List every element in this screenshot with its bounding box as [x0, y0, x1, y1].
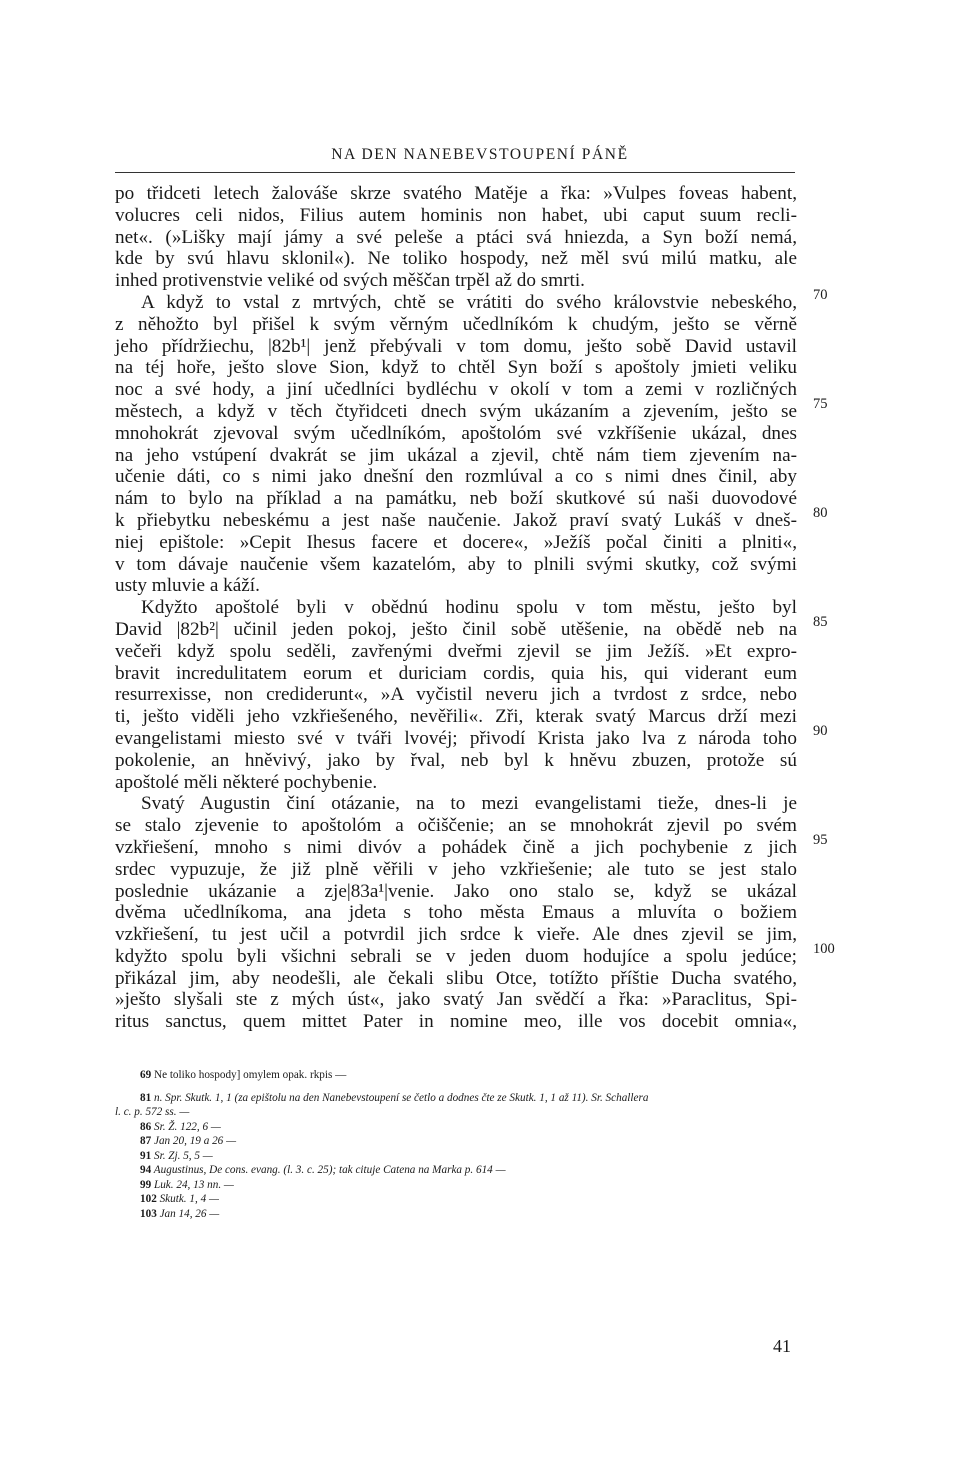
text-line: na téj hoře, ješto slove Sion, když to chtěl Syn boží s apoštoly jmieti veliku [115, 357, 797, 379]
text-line: k přiebytku nebeskému a jest naše naučenie. Jakož praví svatý Lukáš v dneš- [115, 509, 797, 531]
text-line: se stalo zjevenie to apoštolóm a očiščenie; an se mnohokrát zjevil po svém [115, 815, 797, 837]
footnote-text: Ne toliko hospody] omylem opak. rkpis — [153, 1069, 347, 1081]
text-line: poslednie ukázanie a zje|83a¹|venie. Jako ono stalo se, když se ukázal [115, 880, 797, 902]
text-line: vzkřiešení, tu jest učil a potvrdil jich srdce k vieře. Ale dnes zjevil se jim, [115, 924, 797, 946]
text-line: Kdyžto apoštolé byli v obědnú hodinu spolu v tom městu, ješto byl [141, 597, 797, 619]
text-line: v tom dávaje naučenie všem kazatelóm, aby to plnili svými skutky, což svými [115, 553, 797, 575]
text-line: Svatý Augustin činí otázanie, na to mezi evangelistami tieže, dnes-li je [141, 793, 797, 815]
footnote-number: 91 [140, 1149, 152, 1162]
footnote [115, 1149, 797, 1164]
running-header: NA DEN NANEBEVSTOUPENÍ PÁNĚ [331, 146, 629, 163]
line-number: 100 [813, 941, 835, 957]
footnote-text: Sr. Ž. 122, 6 — [153, 1120, 221, 1133]
footnote [115, 1091, 797, 1106]
text-line: bravit incredulitatem eorum et duriciam cordis, quia his, qui viderant eum [115, 662, 797, 684]
footnote [115, 1163, 797, 1178]
text-line: »ješto slyšali ste z mých úst«, jako svatý Jan svědčí a řka: »Paraclitus, Spi- [115, 989, 797, 1011]
footnote-text: l. c. p. 572 ss. — [115, 1106, 190, 1118]
text-line: kdyžto spolu byli všichni sebrali se v jeden duom hodujíce a spolu jedúce; [115, 945, 797, 967]
footnote-number: 94 [140, 1164, 152, 1176]
text-line: noc a své hody, a jiní učedlníci bydléchu v okolí v tom a zemi v rozličných [115, 379, 797, 401]
line-number: 95 [813, 832, 828, 848]
text-line: večeři když spolu seděli, zavřenými dveřmi zjevil se jim Ježíš. »Et expro- [115, 640, 797, 662]
text-line: městech, a když v těch čtyřidceti dnech svým ukázaním a zjevením, ješto se [115, 400, 797, 422]
text-line: vzkřiešení, mnoho s nimi divóv a pohádek čině a jich pochybenie z jich [115, 836, 797, 858]
text-line: nám to bylo na příklad a na památku, neb boží skutkové sú naši duovodové [115, 488, 797, 510]
text-line: pokolenie, an hněvivý, jako by řval, neb byl k hněvu zbuzen, protože sú [115, 749, 797, 771]
text-line: net«. (»Lišky mají jámy a své peleše a ptáci svá hniezda, a Syn boží nemá, [115, 226, 797, 248]
footnote-number: 81 [140, 1091, 152, 1104]
footnote-text: Luk. 24, 13 nn. — [153, 1178, 234, 1191]
text-line: usty mluvie a káží. [115, 575, 260, 597]
text-line: A když to vstal z mrtvých, chtě se vrátiti do svého královstvie nebeského, [141, 291, 797, 313]
line-number: 85 [813, 614, 828, 630]
footnote [115, 1134, 797, 1149]
footnotes [115, 1068, 797, 1221]
text-line: ti, ješto viděli jeho vzkřiešeného, nevěřili«. Zři, kterak svatý Marcus drží mezi [115, 706, 797, 728]
text-line: učenie dáti, co s nimi jako dnešní den rozmlúval a co s nimi dnes činil, aby [115, 466, 797, 488]
header-rule [115, 172, 795, 173]
footnote [115, 1207, 797, 1222]
line-number: 80 [813, 505, 828, 521]
line-number: 90 [813, 723, 828, 739]
text-line: po třidceti letech žalováše skrze svatého Matěje a řka: »Vulpes foveas habent, [115, 183, 797, 204]
footnote-text: Sr. Zj. 5, 5 — [153, 1149, 213, 1162]
text-line: jeho přídržiechu, |82b¹| jenž přebývali v tom domu, ješto sobě David ustavil [115, 335, 797, 357]
footnote-text: Jan 14, 26 — [159, 1207, 220, 1220]
footnote-number: 103 [140, 1207, 157, 1220]
text-line: dvěma učedlníkoma, ana jdeta s toho města Emaus a mluvíta o božiem [115, 902, 797, 924]
text-line: apoštolé měli některé pochybenie. [115, 771, 378, 793]
text-line: ritus sanctus, quem mittet Pater in nomine meo, ille vos docebit omnia«, [115, 1011, 797, 1033]
text-line: volucres celi nidos, Filius autem hominis non habet, ubi caput suum recli- [115, 204, 797, 226]
footnote-text: Skutk. 1, 4 — [159, 1193, 219, 1205]
line-number: 75 [813, 396, 828, 412]
footnote [115, 1105, 797, 1120]
footnote-text: Jan 20, 19 a 26 — [153, 1135, 237, 1147]
footnote-text: Augustinus, De cons. evang. (l. 3. c. 25); tak cituje Catena na Marka p. 614 — [153, 1164, 506, 1176]
text-line: na jeho vstúpení dvakrát se jim ukázal a zjevil, chtě nám tiem zjevením na- [115, 444, 797, 466]
text-line: evangelistami miesto své v tváři lvovéj; přivodí Krista jako lva z národa toho [115, 727, 797, 749]
page-number: 41 [773, 1336, 791, 1356]
footnote-number: 102 [140, 1193, 157, 1205]
footnote [115, 1068, 797, 1083]
footnote [115, 1178, 797, 1193]
footnote-number: 99 [140, 1178, 152, 1191]
text-line: mnohokrát zjevoval svým učedlníkóm, apoštolóm své vzkříšenie ukázal, dnes [115, 422, 797, 444]
text-line: srdec vypuzuje, že již plně věřili v jeho vzkřiešenie; ale tuto se jest stalo [115, 858, 797, 880]
main-text [115, 183, 797, 1033]
text-line: přikázal jim, aby neodešli, ale čekali slibu Otce, totížto příštie Ducha svatého, [115, 967, 797, 989]
text-line: inhed protivenstvie veliké od svých měščan trpěl až do smrti. [115, 270, 585, 292]
text-line: niej epištole: »Cepit Ihesus facere et docere«, »Ježíš počal činiti a plniti«, [115, 531, 797, 553]
text-line: resurrexisse, non crediderunt«, »A vyčistil neveru jich a tvrdost z srdce, nebo [115, 684, 797, 706]
text-line: David |82b²| učinil jeden pokoj, ješto činil sobě utěšenie, na obědě neb na [115, 618, 797, 640]
footnote [115, 1192, 797, 1207]
line-number: 70 [813, 287, 828, 303]
text-line: kde by svú hlavu sklonil«). Ne toliko hospody, než měl svú milú matku, ale [115, 248, 797, 270]
text-line: z něhožto byl přišel k svým věrným učedlníkóm k chudým, ješto se věrně [115, 313, 797, 335]
footnote-number: 69 [140, 1069, 152, 1081]
footnote-text: n. Spr. Skutk. 1, 1 (za epištolu na den Nanebevstoupení se četlo a dodnes čte ze Skutk. 1, 1 až 11). Sr. Schallera [153, 1091, 649, 1104]
footnote-number: 87 [140, 1135, 152, 1147]
footnote-number: 86 [140, 1120, 152, 1133]
footnote [115, 1120, 797, 1135]
